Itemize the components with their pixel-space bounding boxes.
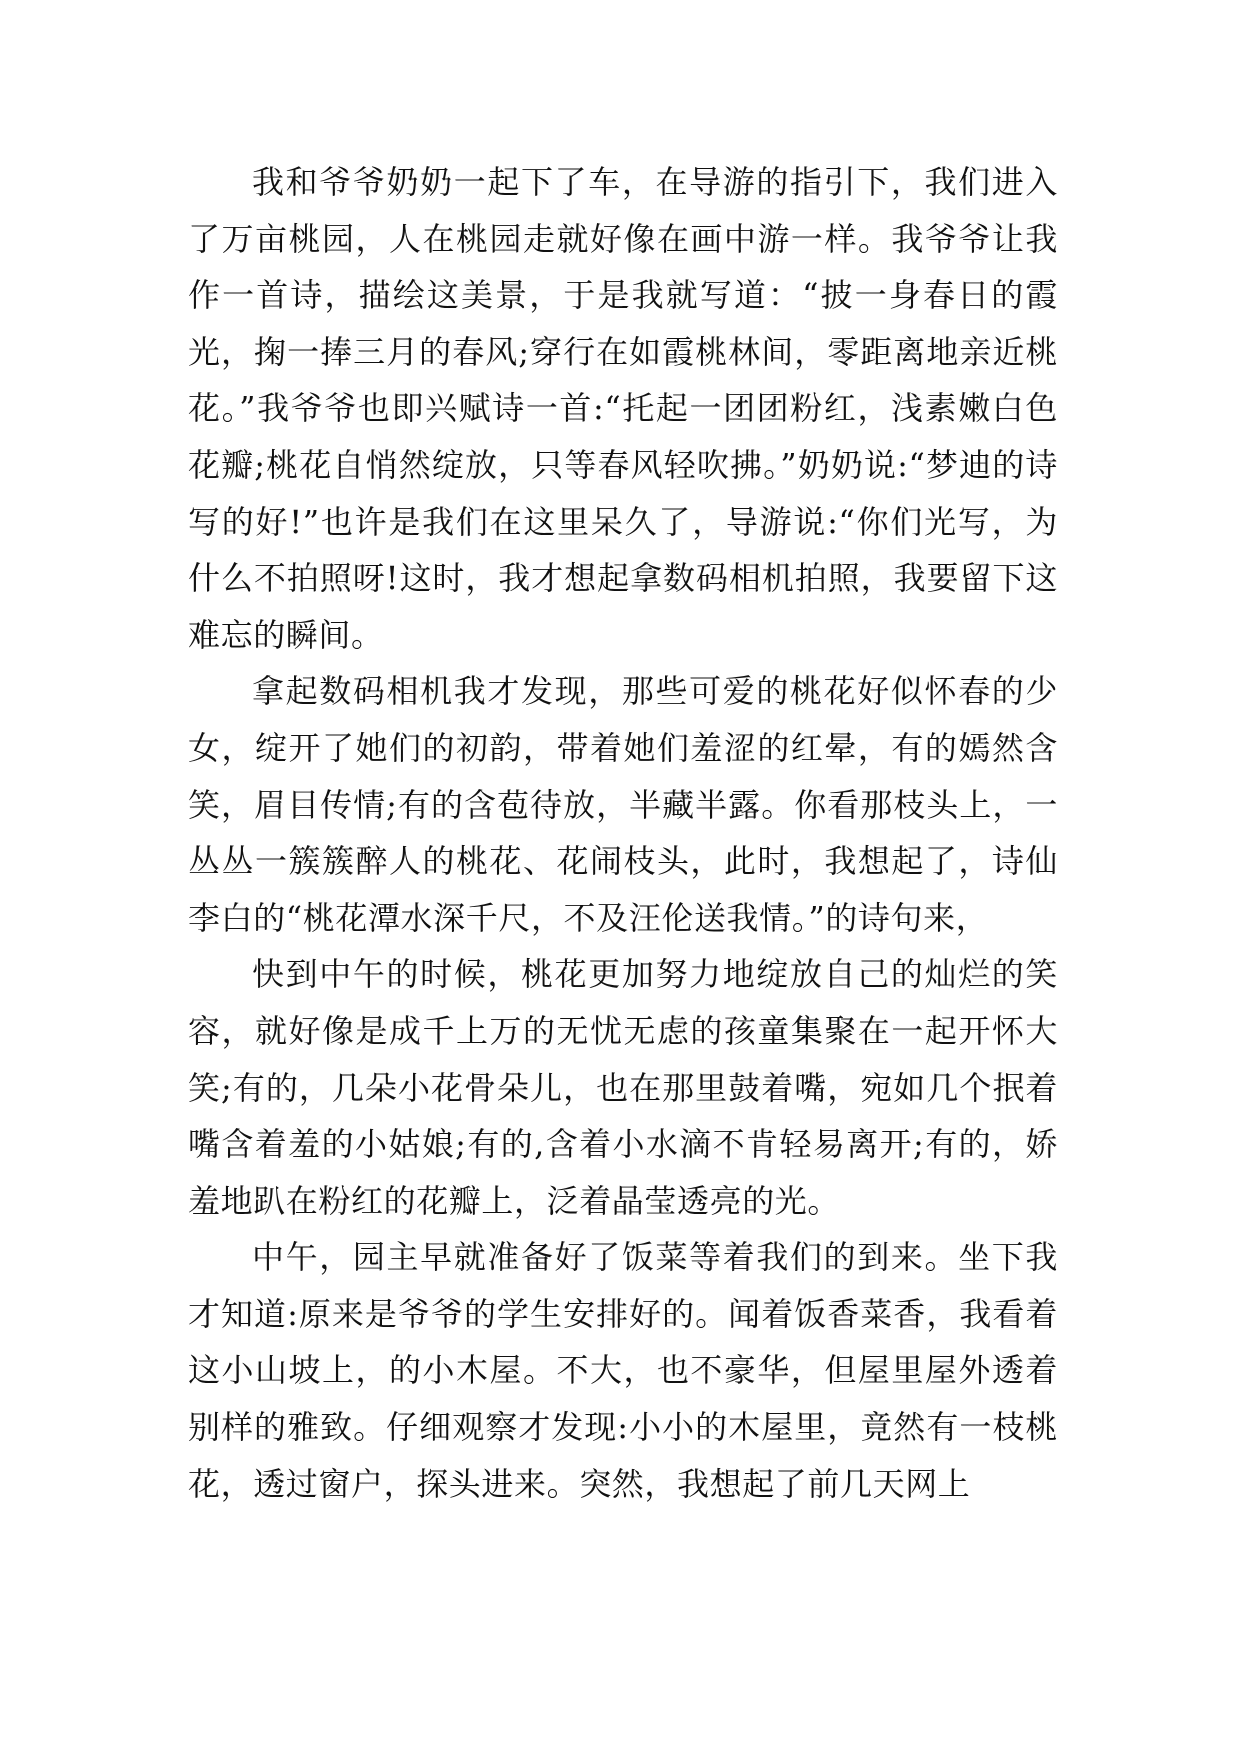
paragraph-1: 我和爷爷奶奶一起下了车，在导游的指引下，我们进入了万亩桃园，人在桃园走就好像在画中游一样。我爷爷让我作一首诗，描绘这美景，于是我就写道：“披一身春日的霞光，掬一捧三月的春风;穿行在如霞桃林间，零距离地亲近桃花。”我爷爷也即兴赋诗一首:“托起一团团粉红，浅素嫩白色花瓣;桃花自悄然绽放，只等春风轻吹拂。”奶奶说:“梦迪的诗写的好!”也许是我们在这里呆久了，导游说:“你们光写，为什么不拍照呀!这时，我才想起拿数码相机拍照，我要留下这难忘的瞬间。: [188, 163, 1058, 654]
document-body: [188, 154, 1058, 1512]
paragraph-4: 中午，园主早就准备好了饭菜等着我们的到来。坐下我才知道:原来是爷爷的学生安排好的。闻着饭香菜香，我看着这小山坡上，的小木屋。不大，也不豪华，但屋里屋外透着别样的雅致。仔细观察才发现:小小的木屋里，竟然有一枝桃花，透过窗户，探头进来。突然，我想起了前几天网上: [188, 1238, 1058, 1503]
paragraph-2: 拿起数码相机我才发现，那些可爱的桃花好似怀春的少女，绽开了她们的初韵，带着她们羞涩的红晕，有的嫣然含笑，眉目传情;有的含苞待放，半藏半露。你看那枝头上，一丛丛一簇簇醉人的桃花、花闹枝头，此时，我想起了，诗仙李白的“桃花潭水深千尺，不及汪伦送我情。”的诗句来，: [188, 672, 1058, 937]
paragraph-3: 快到中午的时候，桃花更加努力地绽放自己的灿烂的笑容，就好像是成千上万的无忧无虑的孩童集聚在一起开怀大笑;有的，几朵小花骨朵儿，也在那里鼓着嘴，宛如几个抿着嘴含着羞的小姑娘;有的,含着小水滴不肯轻易离开;有的，娇羞地趴在粉红的花瓣上，泛着晶莹透亮的光。: [188, 955, 1058, 1220]
